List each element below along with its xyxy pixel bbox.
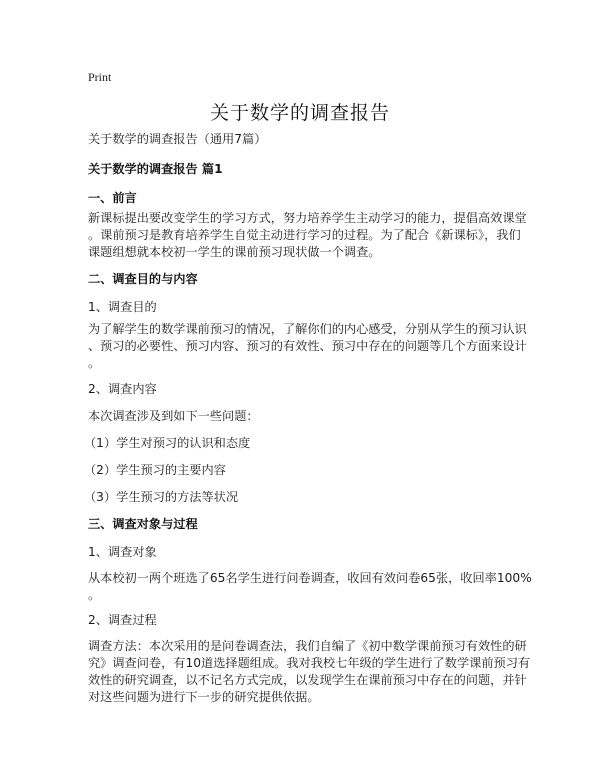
process-paragraph <box>88 638 531 706</box>
subheading-purpose: 1、调查目的 <box>88 300 157 314</box>
paragraph-line: 调查方法：本次采用的是问卷调查法，我们自编了《初中数学课前预习有效性的研 <box>88 639 527 653</box>
purpose-paragraph <box>88 321 528 372</box>
list-item: （3）学生预习的方法等状况 <box>84 490 239 504</box>
subheading-subject: 1、调查对象 <box>88 545 157 559</box>
paragraph-line: 为了解学生的数学课前预习的情况，了解你们的内心感受，分别从学生的预习认识 <box>88 322 527 336</box>
content-intro: 本次调查涉及到如下一些问题： <box>88 409 259 423</box>
paragraph-line: 。 <box>88 588 101 602</box>
section-heading-subject-process: 三、调查对象与过程 <box>88 517 198 531</box>
subheading-process: 2、调查过程 <box>88 613 157 627</box>
section-heading-purpose-content: 二、调查目的与内容 <box>88 272 198 286</box>
paragraph-line: 效性的研究调查，以不记名方式完成，以发现学生在课前预习中存在的问题，并针 <box>88 673 527 687</box>
document-subtitle: 关于数学的调查报告（通用7篇） <box>88 132 267 146</box>
paragraph-line: 从本校初一两个班选了65名学生进行问卷调查，收回有效问卷65张，收回率100% <box>88 571 532 585</box>
preface-paragraph <box>88 210 528 261</box>
list-item: （1）学生对预习的认识和态度 <box>84 436 251 450</box>
paragraph-line: 究》调查问卷，有10道选择题组成。我对我校七年级的学生进行了数学课前预习有 <box>88 656 531 670</box>
subject-paragraph <box>88 570 532 604</box>
paragraph-line: 。课前预习是教育培养学生自觉主动进行学习的过程。为了配合《新课标》，我们 <box>88 228 521 242</box>
page-title: 关于数学的调查报告 <box>209 102 390 124</box>
paragraph-line: 新课标提出要改变学生的学习方式，努力培养学生主动学习的能力，提倡高效课堂 <box>88 211 527 225</box>
paragraph-line: 课题组想就本校初一学生的课前预习现状做一个调查。 <box>88 245 381 259</box>
paragraph-line: 对这些问题为进行下一步的研究提供依据。 <box>88 690 320 704</box>
print-label: Print <box>88 70 112 84</box>
list-item: （2）学生预习的主要内容 <box>84 463 226 477</box>
paragraph-line: 。 <box>88 356 101 370</box>
section-heading-preface: 一、前言 <box>88 191 137 205</box>
part-heading: 关于数学的调查报告 篇1 <box>88 162 223 176</box>
subheading-content: 2、调查内容 <box>88 382 157 396</box>
paragraph-line: 、预习的必要性、预习内容、预习的有效性、预习中存在的问题等几个方面来设计 <box>88 339 527 353</box>
